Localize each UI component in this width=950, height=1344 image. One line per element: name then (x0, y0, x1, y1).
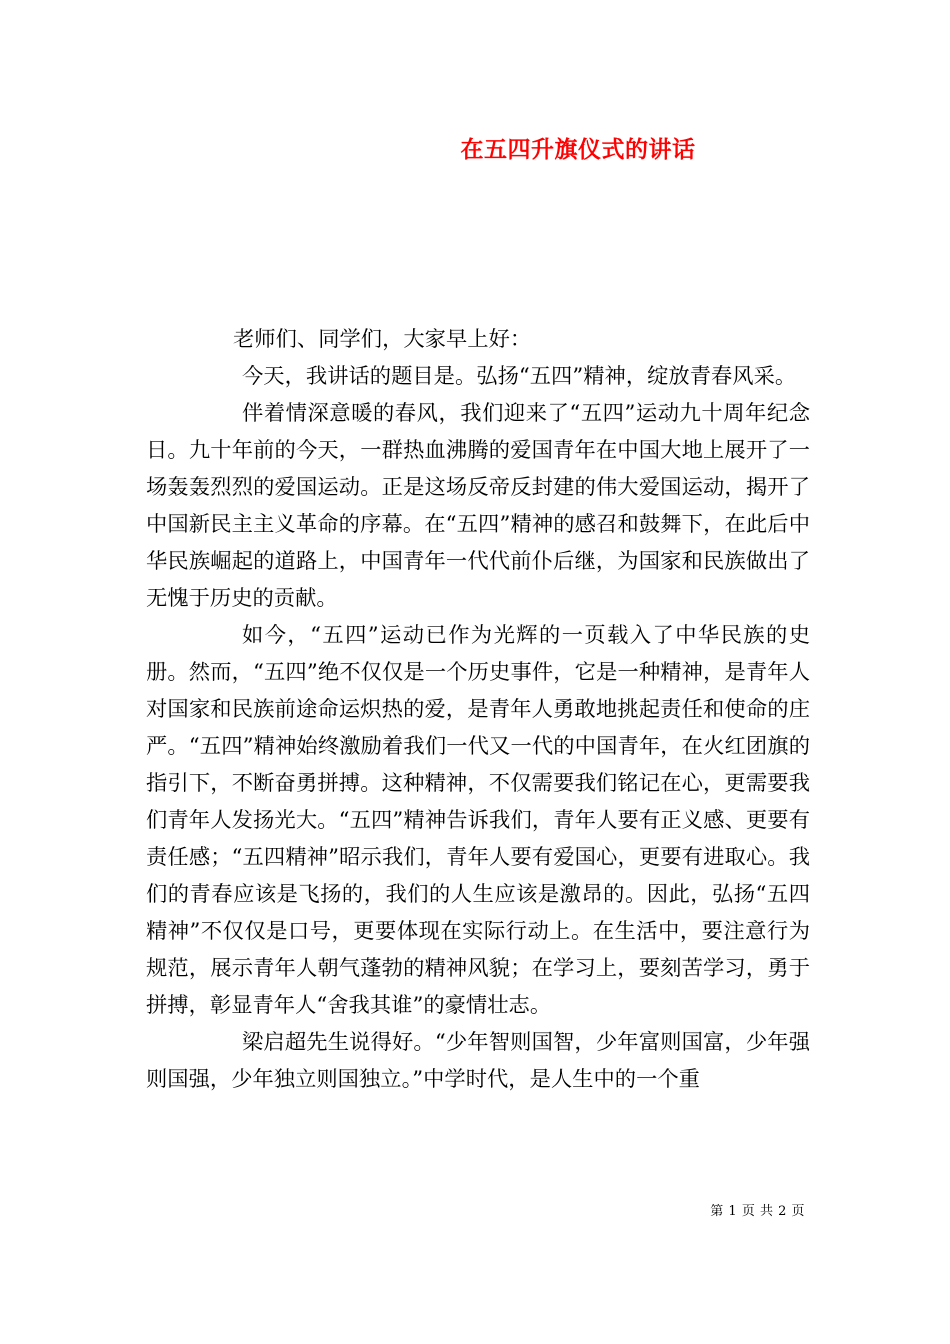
document-title: 在五四升旗仪式的讲话 (460, 136, 696, 163)
body-paragraph: 伴着情深意暖的春风，我们迎来了“五四”运动九十周年纪念日。九十年前的今天，一群热血沸腾的爱国青年在中国大地上展开了一场轰轰烈烈的爱国运动。正是这场反帝反封建的伟大爱国运动，揭开了中国新民主主义革命的序幕。在“五四”精神的感召和鼓舞下，在此后中华民族崛起的道路上，中国青年一代代前仆后继，为国家和民族做出了无愧于历史的贡献。 (146, 401, 810, 611)
body-paragraph: 今天，我讲话的题目是。弘扬“五四”精神，绽放青春风采。 (242, 364, 797, 389)
page-number-footer: 第 1 页 共 2 页 (710, 1204, 805, 1219)
body-paragraph: 如今，“五四”运动已作为光辉的一页载入了中华民族的史册。然而，“五四”绝不仅仅是一个历史事件，它是一种精神，是青年人对国家和民族前途命运炽热的爱，是青年人勇敢地挑起责任和使命的庄严。“五四”精神始终激励着我们一代又一代的中国青年，在火红团旗的指引下，不断奋勇拼搏。这种精神，不仅需要我们铭记在心，更需要我们青年人发扬光大。“五四”精神告诉我们，青年人要有正义感、更要有责任感；“五四精神”昭示我们，青年人要有爱国心，更要有进取心。我们的青春应该是飞扬的，我们的人生应该是激昂的。因此，弘扬“五四精神”不仅仅是口号，更要体现在实际行动上。在生活中，要注意行为规范，展示青年人朝气蓬勃的精神风貌；在学习上，要刻苦学习，勇于拼搏，彰显青年人“舍我其谁”的豪情壮志。 (146, 623, 810, 1018)
body-paragraph: 梁启超先生说得好。“少年智则国智，少年富则国富，少年强则国强，少年独立则国独立。”中学时代，是人生中的一个重 (146, 1030, 810, 1092)
greeting-paragraph: 老师们、同学们，大家早上好： (233, 327, 532, 352)
document-body (146, 321, 810, 1098)
